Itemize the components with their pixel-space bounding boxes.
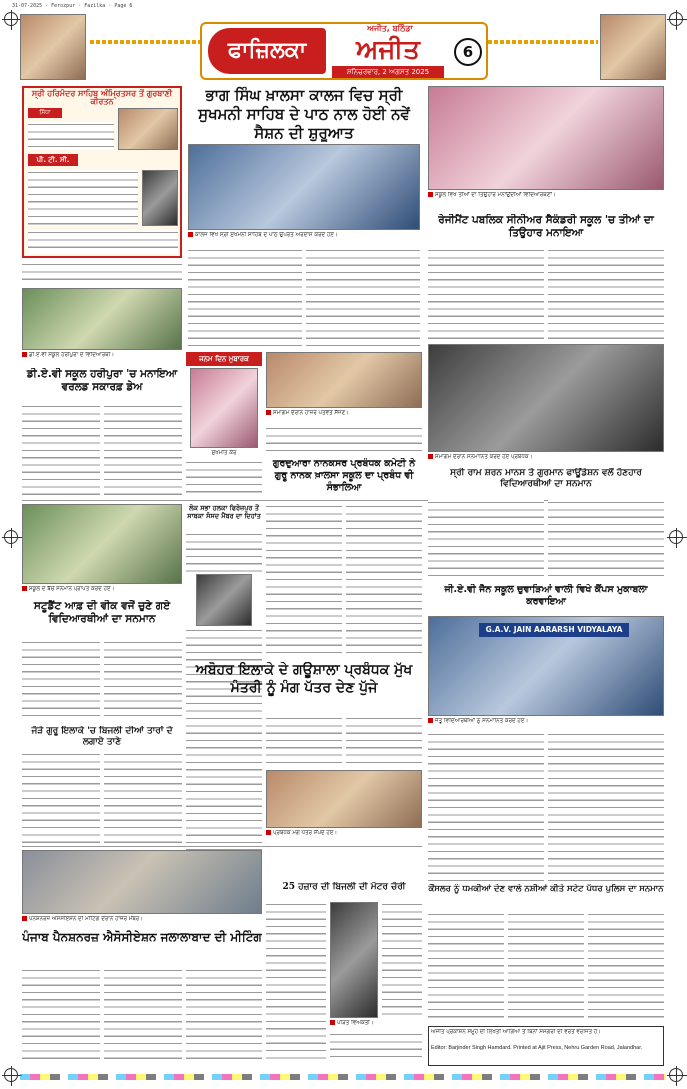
registration-mark xyxy=(4,1068,18,1082)
photo-student-week xyxy=(22,504,182,584)
headline-center: ਅਬੋਹਰ ਇਲਾਕੇ ਦੇ ਗਊਸ਼ਾਲਾ ਪ੍ਰਬੰਧਕ ਮੁੱਖ ਮੰਤਰੀ ਨੂੰ ਮੰਗ ਪੱਤਰ ਦੇਣ ਪੁੱਜੇ xyxy=(195,662,413,696)
caption-marker-icon xyxy=(22,916,27,921)
caption-marker-icon xyxy=(266,830,271,835)
photo-teej-festival xyxy=(428,86,664,190)
photo-dav-school xyxy=(22,288,182,350)
birthday-name: ਸੁਖਮੀਤ ਕੌਰ xyxy=(211,450,237,456)
story-text xyxy=(382,902,422,1018)
school-banner: G.A.V. JAIN AARARSH VIDYALAYA xyxy=(479,623,629,637)
story-text xyxy=(186,716,262,814)
palace-illustration-right xyxy=(600,14,666,80)
caption-center: ਪ੍ਰਬੰਧਕ ਮੰਗ ਪੱਤਰ ਸੌਂਪਦੇ ਹੋਏ। xyxy=(273,830,338,836)
birthday-label: ਜਨਮ ਦਿਨ ਮੁਬਾਰਕ xyxy=(186,352,262,366)
story-text xyxy=(186,968,262,1064)
story-text xyxy=(330,1032,422,1062)
story-text xyxy=(548,732,664,882)
story-text xyxy=(428,732,544,882)
masthead xyxy=(200,22,488,80)
headline-right-2: ਸ੍ਰੀ ਰਾਮ ਸ਼ਰਨ ਮਾਨਸ ਤੇ ਗੁਰਮਾਨ ਫਾਊਂਡੇਸ਼ਨ ਵਲੋਂ ਹੋਣਹਾਰ ਵਿਦਿਆਰਥੀਆਂ ਦਾ ਸਨਮਾਨ xyxy=(450,468,642,490)
caption-left-3: ਪੈਨਸ਼ਨਰਜ਼ ਐਸੋਸੀਏਸ਼ਨ ਦੀ ਮੀਟਿੰਗ ਦੌਰਾਨ ਹਾਜ਼ਰ ਮੈਂਬਰ। xyxy=(29,916,143,922)
photo-gav-school xyxy=(428,616,664,716)
story-text xyxy=(104,640,182,720)
caption-mid-1: ਸਮਾਗਮ ਦੌਰਾਨ ਹਾਜ਼ਰ ਪਤਵੰਤੇ ਸੱਜਣ। xyxy=(273,410,349,416)
story-text xyxy=(186,818,262,854)
headline-mid-4: 25 ਹਜ਼ਾਰ ਦੀ ਬਿਜਲੀ ਦੀ ਮੋਟਰ ਚੋਰੀ xyxy=(282,882,406,892)
caption-marker-icon xyxy=(330,1020,335,1025)
caption-marker-icon xyxy=(188,232,193,237)
ad-image xyxy=(142,170,178,226)
registration-mark xyxy=(669,530,683,544)
headline-top: ਭਾਗ ਸਿੰਘ ਖ਼ਾਲਸਾ ਕਾਲਜ ਵਿਚ ਸ੍ਰੀ ਸੁਖਮਨੀ ਸਾਹਿਬ ਦੇ ਪਾਠ ਨਾਲ ਹੋਈ ਨਵੇਂ ਸੈਸ਼ਨ ਦੀ ਸ਼ੁਰੂਆਤ xyxy=(198,86,410,142)
photo-gaushala-delegation xyxy=(266,770,422,828)
masthead-city-line: ਅਜੀਤ, ਬਠਿੰਡਾ xyxy=(367,24,413,33)
headline-left-1: ਡੀ.ਏ.ਵੀ ਸਕੂਲ ਹਰੀਪੁਰਾ 'ਚ ਮਨਾਇਆ ਵਰਲਡ ਸਕਾਰਫ਼ ਡੇਅ xyxy=(26,368,178,394)
headline-left-2: ਸਟੂਡੈਂਟ ਆਫ਼ ਦੀ ਵੀਕ ਵਜੋਂ ਚੁਣੇ ਗਏ ਵਿਦਿਆਰਥੀਆਂ ਦਾ ਸਨਮਾਨ xyxy=(33,600,171,626)
caption-marker-icon xyxy=(428,454,433,459)
edition-name: ਫਾਜ਼ਿਲਕਾ xyxy=(208,28,326,74)
story-text xyxy=(104,404,182,498)
issue-date: ਸ਼ਨਿਚਰਵਾਰ, 2 ਅਗਸਤ 2025 xyxy=(332,66,444,78)
live-tag: ਸਿੱਧਾ xyxy=(28,108,62,118)
caption-left-2: ਸਕੂਲ ਦੇ ਬੱਚੇ ਸਨਮਾਨ ਪ੍ਰਾਪਤ ਕਰਦੇ ਹੋਏ। xyxy=(29,586,115,592)
caption-marker-icon xyxy=(22,586,27,591)
story-text xyxy=(306,248,420,348)
story-text xyxy=(266,504,342,658)
caption-marker-icon xyxy=(22,352,27,357)
caption-marker-icon xyxy=(266,410,271,415)
registration-mark xyxy=(669,1068,683,1082)
caption-right-top: ਸਕੂਲ ਵਿਖੇ ਤੀਆਂ ਦਾ ਤਿਉਹਾਰ ਮਨਾਉਂਦੀਆਂ ਵਿਦਿਆਰਥਣਾਂ। xyxy=(435,192,556,198)
story-text xyxy=(428,912,504,1022)
headline-mid-2: ਗੁਰਦੁਆਰਾ ਨਾਨਕਸਰ ਪ੍ਰਬੰਧਕ ਕਮੇਟੀ ਨੇ ਗੁਰੂ ਨਾਨਕ ਖ਼ਾਲਸਾ ਸਕੂਲ ਦਾ ਪ੍ਰਬੰਧ ਵੀ ਸੰਭਾਲਿਆ xyxy=(272,458,416,493)
imprint-box xyxy=(428,1026,664,1066)
headline-obituary: ਲੋਕ ਸਭਾ ਹਲਕਾ ਫਿਰੋਜ਼ਪੁਰ ਤੋਂ ਸਾਬਕਾ ਸੰਸਦ ਮੈਂਬਰ ਦਾ ਦਿਹਾਂਤ xyxy=(187,504,261,521)
story-text xyxy=(588,912,664,1022)
headline-right-1: ਰੇਜੀਮੈਂਟ ਪਬਲਿਕ ਸੀਨੀਅਰ ਸੈਕੰਡਰੀ ਸਕੂਲ 'ਚ ਤੀਆਂ ਦਾ ਤਿਉਹਾਰ ਮਨਾਇਆ xyxy=(438,214,654,240)
caption-left-1: ਡੀ.ਏ.ਵੀ ਸਕੂਲ ਹਰੀਪੁਰਾ ਦੇ ਵਿਦਿਆਰਥੀ। xyxy=(29,352,115,358)
story-text xyxy=(22,968,100,1064)
story-text xyxy=(266,716,342,766)
headline-right-3: ਜੀ.ਏ.ਵੀ ਜੈਨ ਸਕੂਲ ਚੁਵਾੜਿਆਂ ਵਾਲੀ ਵਿਖੇ ਕੈਂਪਸ ਮੁਕਾਬਲਾ ਕਰਵਾਇਆ xyxy=(444,584,648,607)
ad-footnote xyxy=(22,262,182,284)
photo-honouring-students xyxy=(428,344,664,452)
photo-birthday-girl xyxy=(190,368,258,448)
photo-pensioners-meeting xyxy=(22,850,262,914)
caption-marker-icon xyxy=(428,192,433,197)
ad-text xyxy=(28,170,138,226)
headline-left-3: ਜੋੜੇ ਗੁਰੂ ਇਲਾਕੇ 'ਚ ਬਿਜਲੀ ਦੀਆਂ ਤਾਰਾਂ ਦੇ ਲਗਾਏ ਤਾਣੇ xyxy=(31,726,173,748)
ad-box xyxy=(22,86,182,258)
decorative-border-left xyxy=(90,40,200,44)
caption-top: ਕਾਲਜ ਵਿਖੇ ਸ੍ਰੀ ਸੁਖਮਨੀ ਸਾਹਿਬ ਦੇ ਪਾਠ ਉਪਰੰਤ ਅਰਦਾਸ ਕਰਦੇ ਹੋਏ। xyxy=(195,232,338,238)
caption-right-2: ਸਮਾਗਮ ਦੌਰਾਨ ਸਨਮਾਨਿਤ ਕਰਦੇ ਹੋਏ ਪ੍ਰਬੰਧਕ। xyxy=(435,454,533,460)
story-text xyxy=(22,752,100,844)
photo-meeting xyxy=(266,352,422,408)
story-text xyxy=(428,248,544,340)
palace-illustration-left xyxy=(20,14,86,80)
registration-mark xyxy=(4,12,18,26)
story-text xyxy=(508,912,584,1022)
golden-temple-photo xyxy=(118,108,178,150)
registration-mark xyxy=(669,12,683,26)
story-text xyxy=(104,968,182,1064)
birthday-text xyxy=(186,460,262,498)
ad-text xyxy=(28,230,178,254)
footer-notice: ਅਜੀਤ ਪ੍ਰਕਾਸ਼ਨ ਸਮੂਹ ਦੀ ਲਿਖਤੀ ਆਗਿਆ ਤੋਂ ਬਿਨਾਂ ਸਮੱਗਰੀ ਦੀ ਵਰਤੋਂ ਵਰਜਿਤ ਹੈ। xyxy=(431,1029,601,1035)
story-text xyxy=(548,248,664,340)
story-text xyxy=(346,716,422,766)
photo-college-event xyxy=(188,144,420,230)
caption-mid-4: ਪੀੜਤ ਵਿਅਕਤੀ। xyxy=(337,1020,374,1026)
footer-imprint: Editor: Barjinder Singh Hamdard. Printed at Ajit Press, Nehru Garden Road, Jalandhar. xyxy=(431,1045,643,1051)
story-text xyxy=(188,248,302,348)
color-bar xyxy=(20,1074,666,1080)
photo-victim xyxy=(330,902,378,1018)
caption-marker-icon xyxy=(428,718,433,723)
tv-channel-label: ਪੀ. ਟੀ. ਸੀ. xyxy=(28,154,78,166)
story-text xyxy=(428,500,544,580)
story-text xyxy=(104,752,182,844)
headline-right-4: ਕੌਂਸਲਰ ਨੂੰ ਧਮਕੀਆਂ ਦੇਣ ਵਾਲੇ ਨਸ਼ੀਆਂ ਕੀਤੇ ਸਟੇਟ ਪੱਧਰ ਪੁਲਿਸ ਦਾ ਸਨਮਾਨ xyxy=(428,884,664,894)
story-text xyxy=(346,504,422,658)
story-text xyxy=(548,500,664,580)
ad-text xyxy=(28,122,114,150)
brand-name: ਅਜੀਤ xyxy=(356,35,420,65)
ad-title: ਸ੍ਰੀ ਹਰਿਮੰਦਰ ਸਾਹਿਬ ਅੰਮ੍ਰਿਤਸਰ ਤੋਂ ਗੁਰਬਾਣੀ ਕੀਰਤਨ xyxy=(31,89,173,106)
story-text xyxy=(266,426,422,456)
divider xyxy=(22,846,422,847)
decorative-border-right xyxy=(488,40,598,44)
story-text xyxy=(266,902,326,1062)
print-slug: 31-07-2025 · Ferozpur · Fazilka · Page 6 xyxy=(12,3,133,9)
story-text xyxy=(186,532,262,572)
story-text xyxy=(22,404,100,498)
photo-obituary xyxy=(196,574,252,626)
story-text xyxy=(22,640,100,720)
page-number: 6 xyxy=(454,38,482,66)
caption-right-3: ਜੇਤੂ ਵਿਦਿਆਰਥੀਆਂ ਨੂੰ ਸਨਮਾਨਿਤ ਕਰਦੇ ਹੋਏ। xyxy=(435,718,529,724)
headline-left-4: ਪੰਜਾਬ ਪੈਨਸ਼ਨਰਜ਼ ਐਸੋਸੀਏਸ਼ਨ ਜਲਾਲਾਬਾਦ ਦੀ ਮੀਟਿੰਗ xyxy=(22,930,262,944)
registration-mark xyxy=(4,530,18,544)
